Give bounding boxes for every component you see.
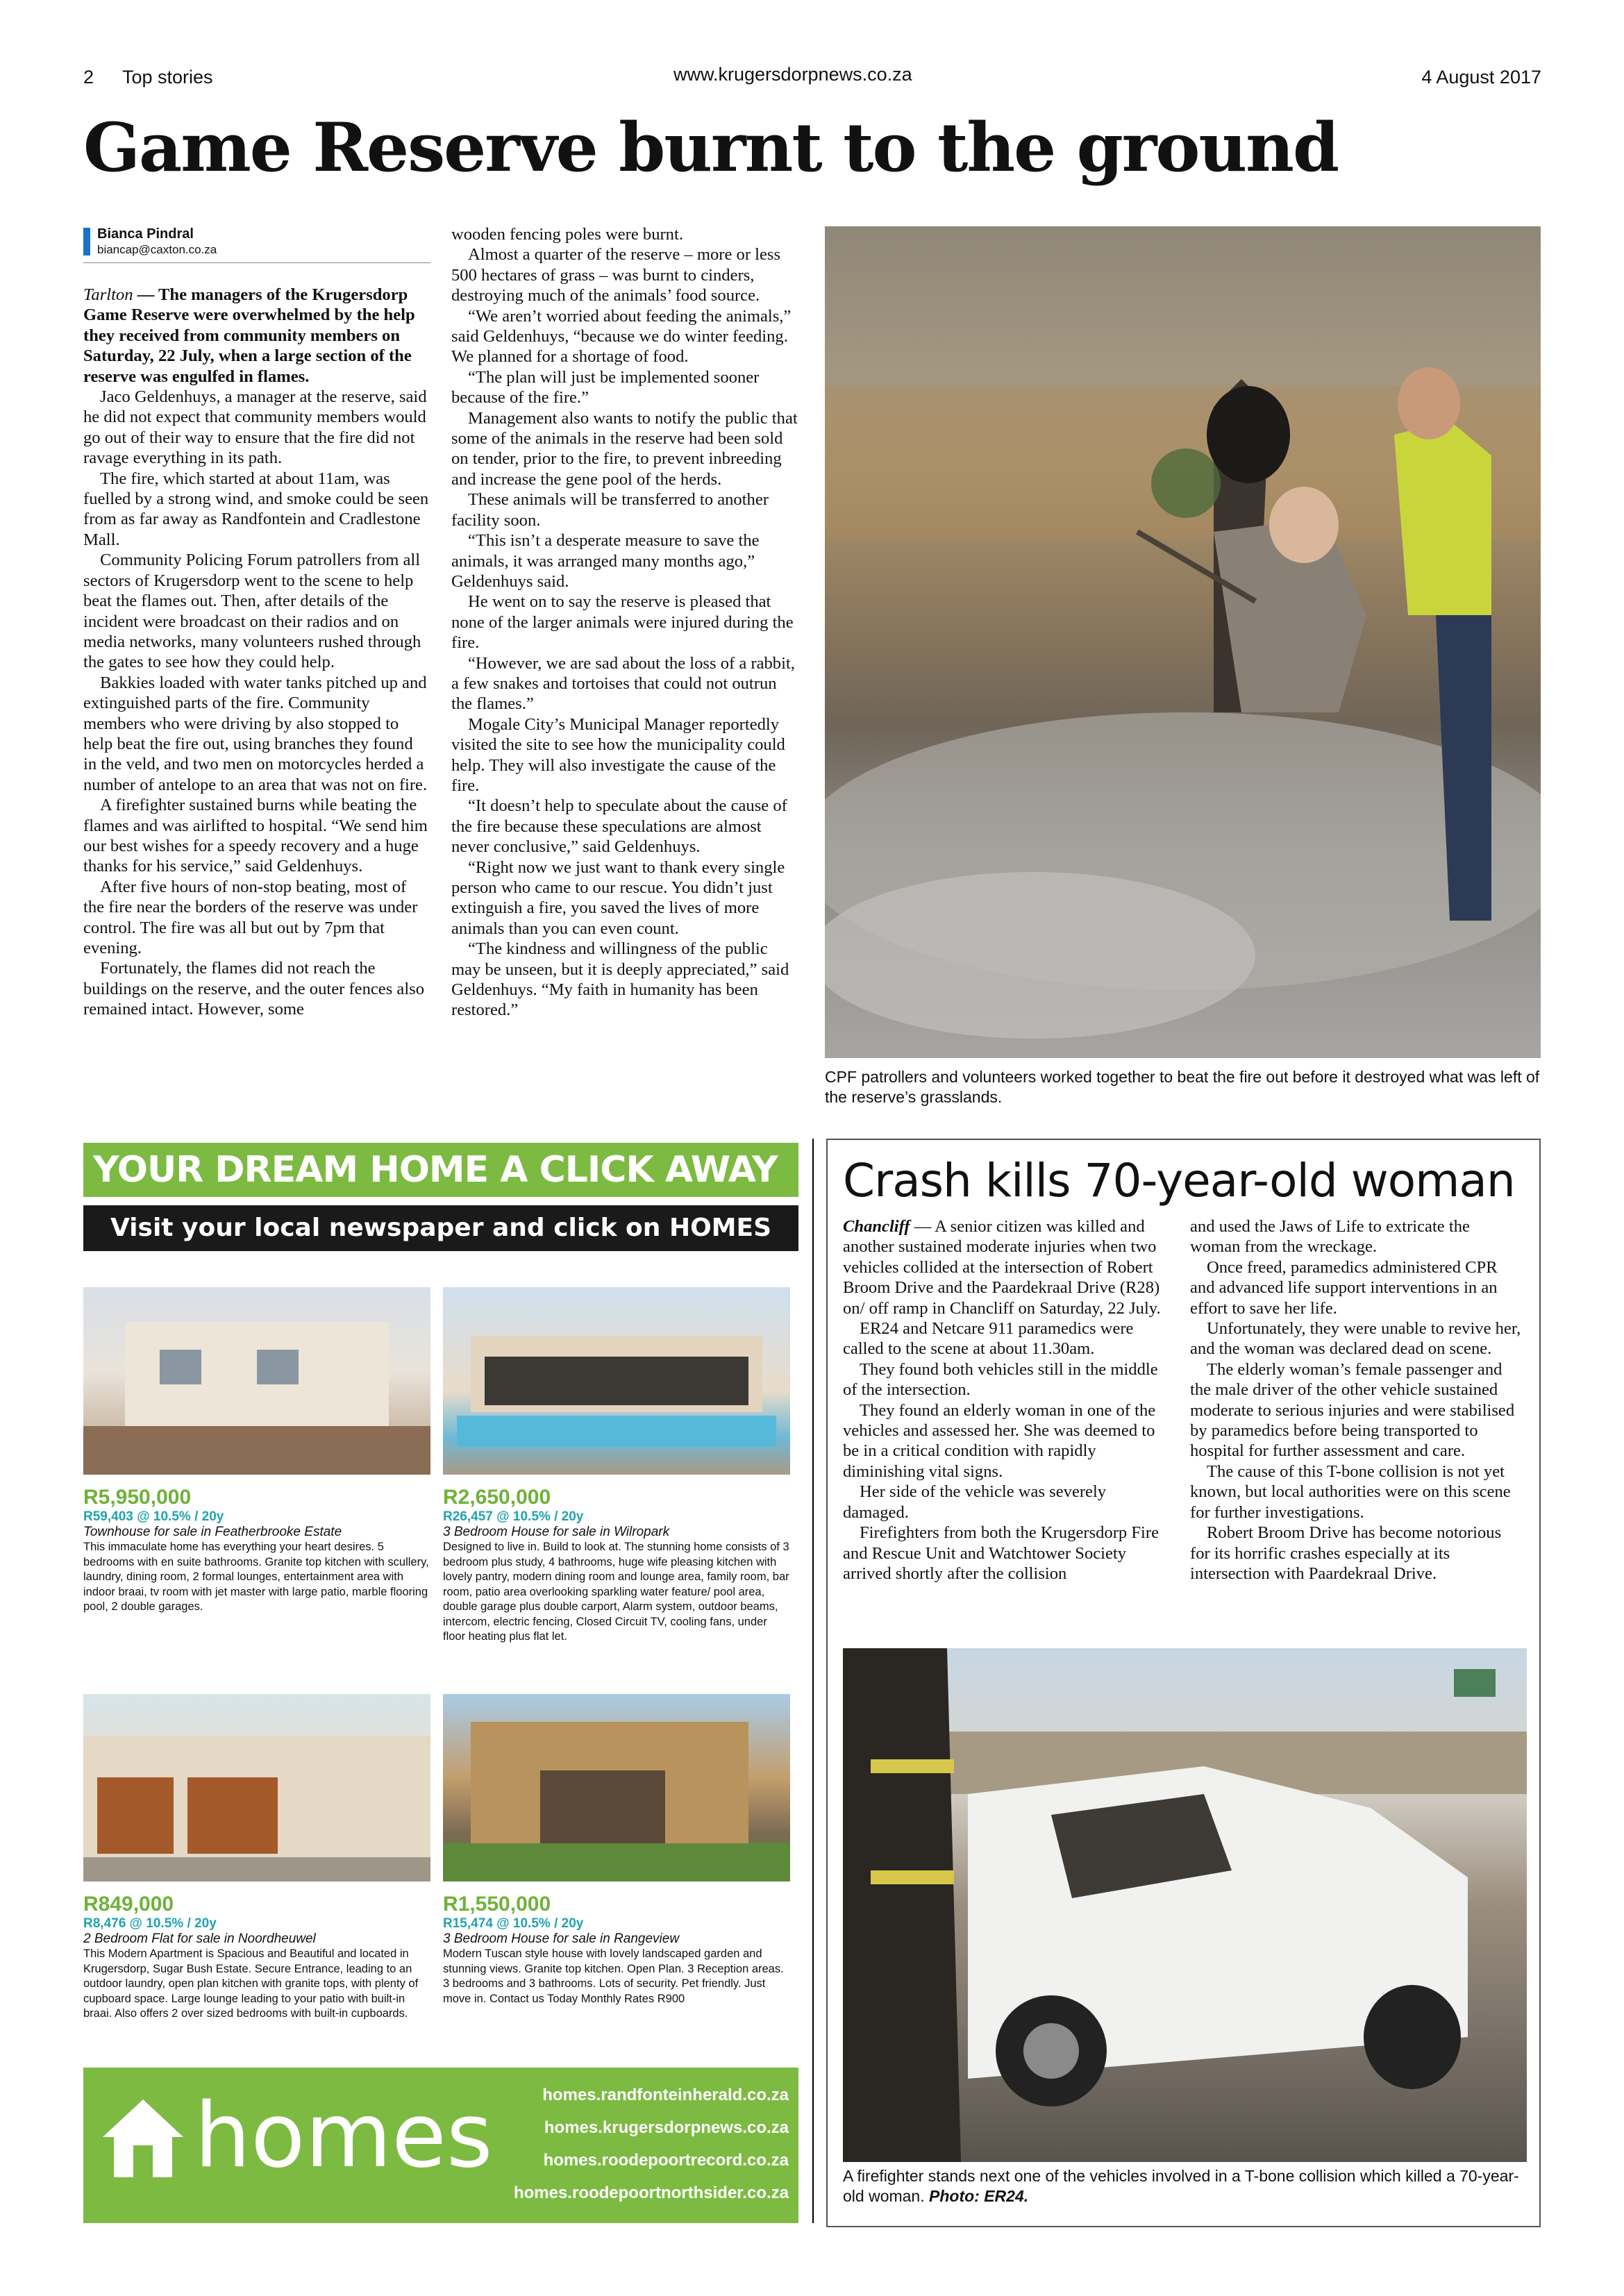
crash-headline: Crash kills 70-year-old woman — [843, 1154, 1515, 1207]
listing-card[interactable] — [443, 1486, 790, 1645]
issue-date: 4 August 2017 — [1421, 67, 1541, 87]
section-label: Top stories — [122, 67, 213, 87]
byline-bar — [83, 228, 90, 255]
paragraph: The cause of this T-bone collision is not yet known, but local authorities were on this scene for further investigations. — [1190, 1461, 1511, 1522]
listing-description: Modern Tuscan style house with lovely landscaped garden and stunning views. Granite top kitchen. Open Plan. 3 Reception areas. 3 bedrooms and 3 bathrooms. Lots of security. Pet friendly. Just move in. Contact us Today Monthly Rates R900 — [443, 1947, 784, 2005]
crash-lead — [843, 1216, 1162, 1318]
crash-article — [826, 1139, 1541, 2227]
paragraph: “It doesn’t help to speculate about the cause of the fire because these speculations are almost never conclusive,” said Geldenhuys. — [451, 796, 787, 857]
advert-subhead: Visit your local newspaper and click on HOMES — [110, 1214, 772, 1242]
homes-link[interactable]: homes.roodepoortnorthsider.co.za — [513, 2184, 789, 2202]
paragraph: After five hours of non-stop beating, most of the fire near the borders of the reserve was under control. The fire was all but out by 7pm that evening. — [83, 877, 418, 957]
listing-card[interactable] — [83, 1893, 430, 2022]
homes-brand: homes — [194, 2084, 493, 2188]
homes-link[interactable]: homes.roodepoortrecord.co.za — [543, 2151, 789, 2170]
paragraph: Almost a quarter of the reserve – more or less 500 hectares of grass – was burnt to cinders, destroying much of the animals’ food source. — [451, 245, 781, 305]
homes-links — [514, 2079, 789, 2209]
paragraph: ER24 and Netcare 911 paramedics were called to the scene at about 11.30am. — [843, 1319, 1134, 1359]
paragraph: Firefighters from both the Krugersdorp Fire and Rescue Unit and Watchtower Society arrived shortly after the collision — [843, 1523, 1159, 1583]
homes-link[interactable]: homes.randfonteinherald.co.za — [542, 2086, 789, 2104]
paragraph: “The plan will just be implemented sooner because of the fire.” — [451, 367, 760, 408]
paragraph: “Right now we just want to thank every single person who came to our rescue. You didn’t just extinguish a fire, you saved the lives of more animals than you can even count. — [451, 857, 785, 938]
listing-price: R849,000 — [83, 1893, 174, 1916]
photo-credit: Photo: ER24. — [929, 2187, 1029, 2205]
listing-description: Designed to live in. Build to look at. The stunning home consists of 3 bedroom plus study, 4 bathrooms, huge wife pleasing kitchen with lovely pantry, modern dining room and lounge area, family room, bar room, patio area overlooking sparkling water feature/ pool area, double garage plus double carport, Alarm system, outdoor beams, intercom, electric fencing, Closed Circuit TV, cooling fans, under floor heating plus flat let. — [443, 1541, 789, 1643]
listing-title: 3 Bedroom House for sale in Wilropark — [443, 1525, 670, 1539]
paragraph: “This isn’t a desperate measure to save the animals, it was arranged many months ago,” Geldenhuys said. — [451, 531, 760, 591]
crash-column-2 — [1190, 1216, 1523, 1584]
paragraph: Fortunately, the flames did not reach the buildings on the reserve, and the outer fences also remained intact. However, some — [83, 959, 425, 1019]
homes-footer — [83, 2068, 798, 2223]
article-column-1 — [83, 285, 429, 1020]
page-number: 2 — [83, 67, 94, 87]
advert-headline-bar — [83, 1143, 798, 1197]
paragraph: Unfortunately, they were unable to revive her, and the woman was declared dead on scene. — [1190, 1319, 1521, 1359]
advert-subhead-bar — [83, 1205, 798, 1251]
paragraph: Community Policing Forum patrollers from all sectors of Krugersdorp went to the scene to help beat the flames out. Then, after details of the incident were broadcast on their radios and on media networks, many volunteers rushed through the gates to see how they could help. — [83, 551, 421, 672]
paragraph: Her side of the vehicle was severely damaged. — [843, 1482, 1107, 1522]
listing-price: R1,550,000 — [443, 1893, 551, 1916]
paragraph: He went on to say the reserve is pleased that none of the larger animals were injured during the fire. — [451, 592, 794, 653]
paragraph: Bakkies loaded with water tanks pitched up and extinguished parts of the fire. Community members who were driving by also stopped to help beat the fire out, using branches they found in the veld, and two men on motorcycles herded a number of antelope to an area that was not on fire. — [83, 673, 428, 794]
listing-photo[interactable] — [83, 1694, 430, 1882]
article-column-2 — [451, 224, 800, 1021]
listing-card[interactable] — [443, 1893, 790, 2006]
paragraph: The elderly woman’s female passenger and the male driver of the other vehicle sustained moderate to serious injuries and were stabilised by paramedics before being transported to hospital for further assessment and care. — [1190, 1359, 1515, 1461]
page-title: Game Reserve burnt to the ground — [83, 108, 1339, 187]
crash-lead-text: — A senior citizen was killed and another sustained moderate injuries when two vehicles collided at the intersection of Robert Broom Drive and the Paardekraal Drive (R28) on/ off ramp in Chancliff on Saturday, 22 July. — [843, 1217, 1161, 1318]
listing-card[interactable] — [83, 1486, 430, 1615]
fire-photo — [825, 226, 1541, 1058]
crash-caption-text: A firefighter stands next one of the vehicles involved in a T-bone collision which killed a 70-year-old woman. — [843, 2167, 1519, 2205]
paragraph: These animals will be transferred to another facility soon. — [451, 490, 769, 530]
listing-title: 2 Bedroom Flat for sale in Noordheuwel — [83, 1932, 316, 1946]
fire-photo-caption: CPF patrollers and volunteers worked together to beat the fire out before it destroyed what was left of the reserve’s grasslands. — [825, 1068, 1540, 1106]
listing-bond: R26,457 @ 10.5% / 20y — [443, 1509, 584, 1524]
listing-title: 3 Bedroom House for sale in Rangeview — [443, 1932, 680, 1946]
listing-photo[interactable] — [83, 1287, 430, 1475]
paragraph: A firefighter sustained burns while beating the flames and was airlifted to hospital. “We send him our best wishes for a speedy recovery and a huge thanks for his service,” said Geldenhuys. — [83, 796, 428, 876]
listing-description: This Modern Apartment is Spacious and Beautiful and located in Krugersdorp, Sugar Bush Estate. Secure Entrance, leading to an outdoor laundry, open plan kitchen with granite tops, with plenty of cupboard space. Large lounge leading to your patio with built-in braai. Also offers 2 over sized bedrooms with built-in cupboards. — [83, 1947, 419, 2020]
listing-photo[interactable] — [443, 1287, 790, 1475]
dateline: Tarlton — [83, 285, 133, 304]
advert-headline: YOUR DREAM HOME A CLICK AWAY — [93, 1149, 778, 1191]
crash-photo-caption — [843, 2166, 1527, 2206]
listing-title: Townhouse for sale in Featherbrooke Estate — [83, 1525, 342, 1539]
author-name: Bianca Pindral — [97, 226, 194, 242]
paragraph: They found both vehicles still in the middle of the intersection. — [843, 1359, 1158, 1400]
author-email[interactable]: biancap@caxton.co.za — [97, 243, 217, 256]
lead-text: — The managers of the Krugersdorp Game Reserve were overwhelmed by the help they received from community members on Saturday, 22 July, when a large section of the reserve was engulfed in flames. — [83, 285, 415, 386]
listing-price: R5,950,000 — [83, 1486, 192, 1509]
paragraph: Robert Broom Drive has become notorious for its horrific crashes especially at its intersection with Paardekraal Drive. — [1190, 1523, 1502, 1583]
paragraph: Once freed, paramedics administered CPR and advanced life support interventions in an effort to save her life. — [1190, 1257, 1498, 1318]
listing-bond: R59,403 @ 10.5% / 20y — [83, 1509, 224, 1524]
paragraph: They found an elderly woman in one of the vehicles and assessed her. She was deemed to be in a critical condition with rapidly diminishing vital signs. — [843, 1400, 1156, 1481]
listing-description: This immaculate home has everything your heart desires. 5 bedrooms with en suite bathrooms. Granite top kitchen with scullery, laundry, dining room, 2 formal lounges, entertainment area with indoor braai, tv room with jet master with large patio, marble flooring pool, 2 double garages. — [83, 1541, 429, 1613]
paragraph: “The kindness and willingness of the public may be unseen, but it is deeply appreciated,” said Geldenhuys. “My faith in humanity has been restored.” — [451, 939, 789, 1020]
paragraph: and used the Jaws of Life to extricate the woman from the wreckage. — [1190, 1217, 1470, 1257]
crash-photo — [843, 1648, 1527, 2162]
listing-bond: R15,474 @ 10.5% / 20y — [443, 1916, 584, 1931]
listing-photo[interactable] — [443, 1694, 790, 1882]
listing-bond: R8,476 @ 10.5% / 20y — [83, 1916, 217, 1931]
homes-advert — [83, 1139, 814, 2223]
paragraph: wooden fencing poles were burnt. — [451, 225, 683, 244]
crash-dateline: Chancliff — [843, 1217, 910, 1236]
crash-column-1 — [843, 1216, 1162, 1584]
website-url[interactable]: www.krugersdorpnews.co.za — [673, 64, 912, 85]
paragraph: “We aren’t worried about feeding the animals,” said Geldenhuys, “because we do winter feeding. We planned for a shortage of food. — [451, 306, 792, 367]
house-icon — [100, 2095, 186, 2185]
byline-divider — [83, 262, 430, 263]
listing-price: R2,650,000 — [443, 1486, 551, 1509]
paragraph: “However, we are sad about the loss of a rabbit, a few snakes and tortoises that could not outrun the flames.” — [451, 653, 795, 714]
paragraph: The fire, which started at about 11am, was fuelled by a strong wind, and smoke could be seen from as far away as Randfontein and Cradlestone Mall. — [83, 469, 429, 549]
homes-link[interactable]: homes.krugersdorpnews.co.za — [544, 2118, 789, 2137]
paragraph: Mogale City’s Municipal Manager reportedly visited the site to see how the municipality could help. They will also investigate the cause of the fire. — [451, 714, 785, 795]
paragraph: Management also wants to notify the public that some of the animals in the reserve had been sold on tender, prior to the fire, to prevent inbreeding and increase the gene pool of the herds. — [451, 408, 798, 489]
paragraph: Jaco Geldenhuys, a manager at the reserve, said he did not expect that community members would go out of their way to ensure that the fire did not ravage everything in its path. — [83, 387, 427, 468]
article-lead — [83, 285, 429, 387]
